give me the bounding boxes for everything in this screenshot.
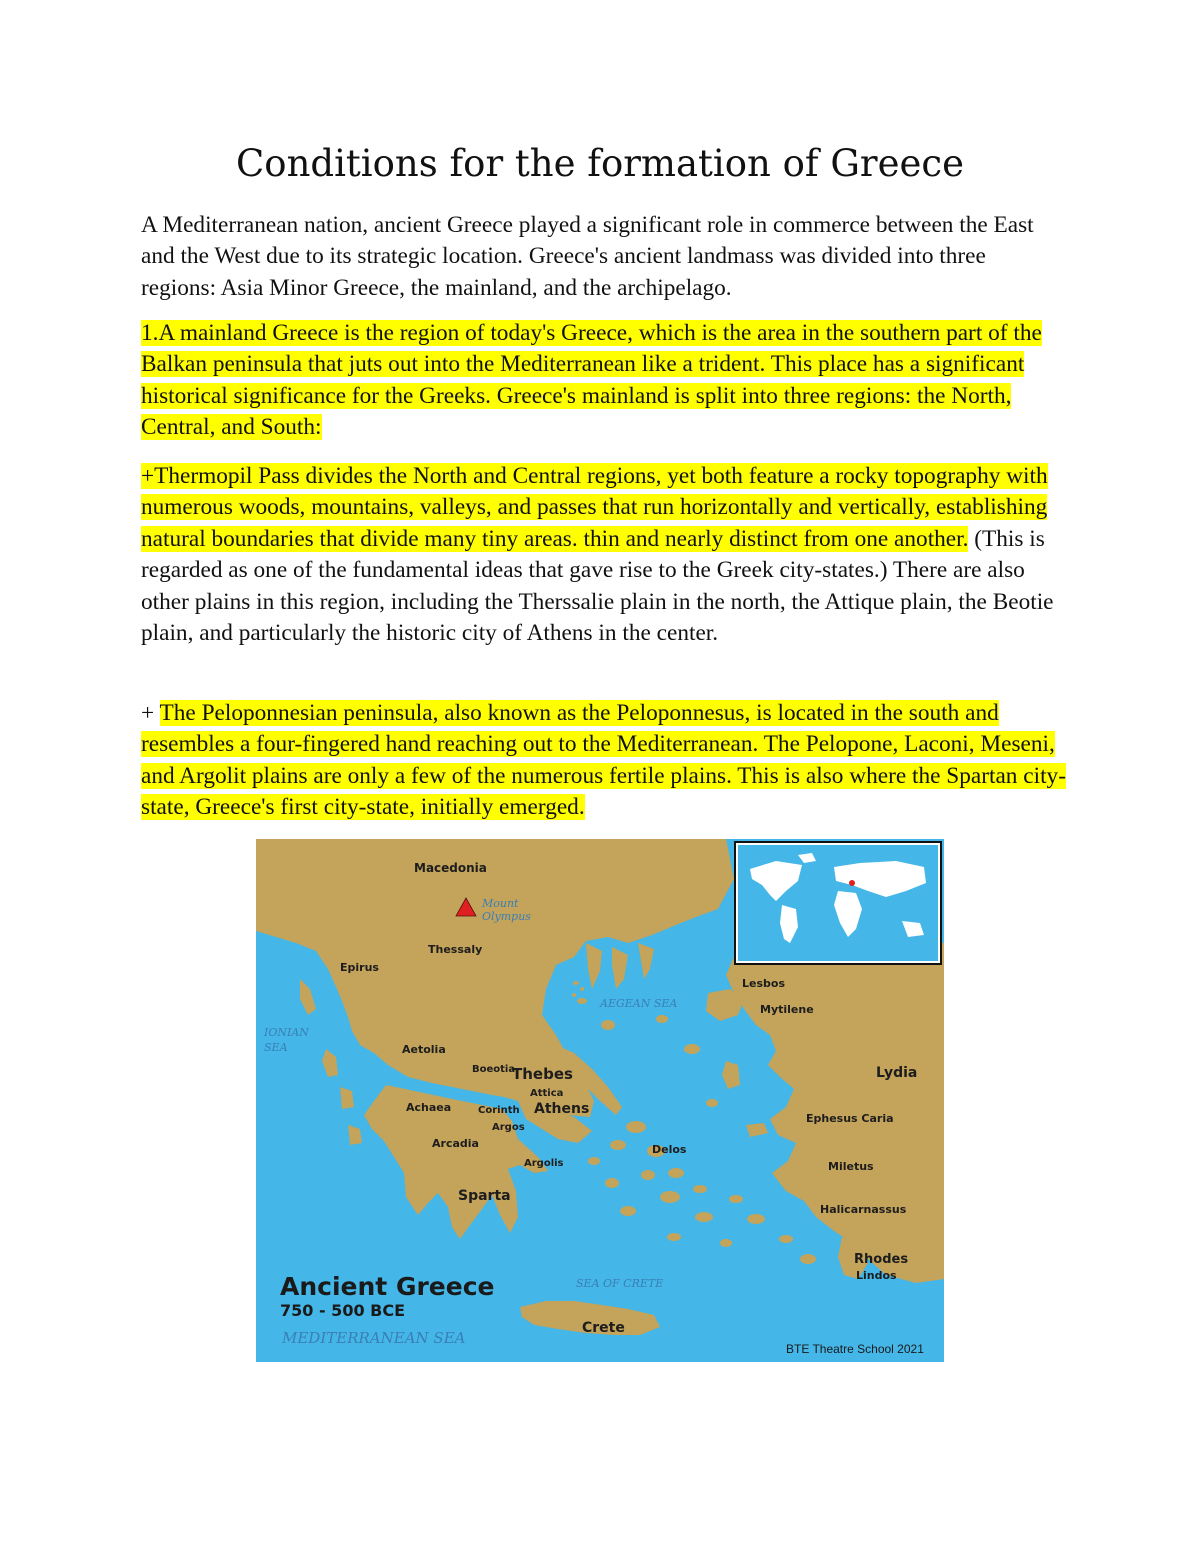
label-achaea: Achaea: [406, 1101, 452, 1114]
map-title: Ancient Greece: [280, 1272, 495, 1301]
label-halicarnassus: Halicarnassus: [820, 1203, 907, 1216]
label-lydia: Lydia: [876, 1065, 918, 1081]
label-aetolia: Aetolia: [402, 1043, 446, 1056]
label-boeotia: Boeotia: [472, 1064, 516, 1075]
intro-paragraph: A Mediterranean nation, ancient Greece played a significant role in commerce between the East and the West due to its strategic location. Greece's ancient landmass was divided into three regions: Asia Minor Greece, the mainland, and the archipelago.: [141, 212, 1034, 301]
label-attica: Attica: [530, 1088, 564, 1099]
north-central-highlight: +Thermopil Pass divides the North and Central regions, yet both feature a rocky topography with numerous woods, mountains, valleys, and passes that run horizontally and vertically, establishing natural boundaries that divide many tiny areas. thin and nearly distinct from one another.: [141, 463, 1048, 552]
north-central-text: (This is regarded as one of the fundamental ideas that gave rise to the Greek city-states.) There are also other plains in this region, including the Therssalie plain in the north, the Attique plain, the Beotie plain, and particularly the historic city of Athens in the center.: [141, 525, 1054, 647]
label-thessaly: Thessaly: [428, 943, 483, 956]
south-prefix: +: [141, 700, 160, 726]
label-ephesus-caria: Ephesus Caria: [806, 1112, 894, 1125]
label-lesbos: Lesbos: [742, 977, 785, 990]
world-inset: [735, 842, 941, 964]
label-thebes: Thebes: [512, 1065, 573, 1083]
map-svg: [256, 839, 944, 1362]
label-rhodes: Rhodes: [854, 1252, 909, 1267]
page-title: Conditions for the formation of Greece: [235, 142, 965, 185]
label-ionian-sea-line2: SEA: [264, 1041, 288, 1054]
label-ionian-sea-line1: IONIAN: [264, 1026, 309, 1039]
label-argos: Argos: [492, 1122, 525, 1133]
map-dates: 750 - 500 BCE: [280, 1301, 406, 1320]
label-mytilene: Mytilene: [760, 1003, 814, 1016]
south-paragraph: [141, 698, 1066, 824]
label-lindos: Lindos: [856, 1269, 897, 1282]
label-aegean-sea: AEGEAN SEA: [600, 997, 678, 1010]
label-argolis: Argolis: [524, 1158, 564, 1169]
label-macedonia: Macedonia: [414, 861, 487, 875]
label-crete: Crete: [582, 1320, 625, 1336]
map-credit: BTE Theatre School 2021: [786, 1342, 924, 1356]
mount-label-line2: Olympus: [482, 910, 531, 923]
ancient-greece-map: [256, 839, 944, 1362]
south-highlight: The Peloponnesian peninsula, also known as the Peloponnesus, is located in the south and resembles a four-fingered hand reaching out to the Mediterranean. The Pelopone, Laconi, Meseni, and Argolit plains are only a few of the numerous fertile plains. This is also where the Spartan city-state, Greece's first city-state, initially emerged.: [141, 700, 1066, 821]
label-arcadia: Arcadia: [432, 1137, 479, 1150]
label-delos: Delos: [652, 1143, 687, 1156]
mainland-paragraph: [141, 318, 1066, 444]
north-central-paragraph: [141, 461, 1066, 649]
label-epirus: Epirus: [340, 961, 379, 974]
label-sparta: Sparta: [458, 1188, 511, 1204]
mainland-highlight: 1.A mainland Greece is the region of today's Greece, which is the area in the southern part of the Balkan peninsula that juts out into the Mediterranean like a trident. This place has a significant historical significance for the Greeks. Greece's mainland is split into three regions: the North, Central, and South:: [141, 320, 1042, 441]
mount-label-line1: Mount: [482, 897, 519, 910]
label-mediterranean-sea: MEDITERRANEAN SEA: [282, 1329, 466, 1347]
label-athens: Athens: [534, 1101, 590, 1117]
label-miletus: Miletus: [828, 1160, 874, 1173]
label-sea-of-crete: SEA OF CRETE: [576, 1277, 664, 1290]
greece-location-dot: [849, 880, 855, 886]
label-corinth: Corinth: [478, 1105, 520, 1116]
